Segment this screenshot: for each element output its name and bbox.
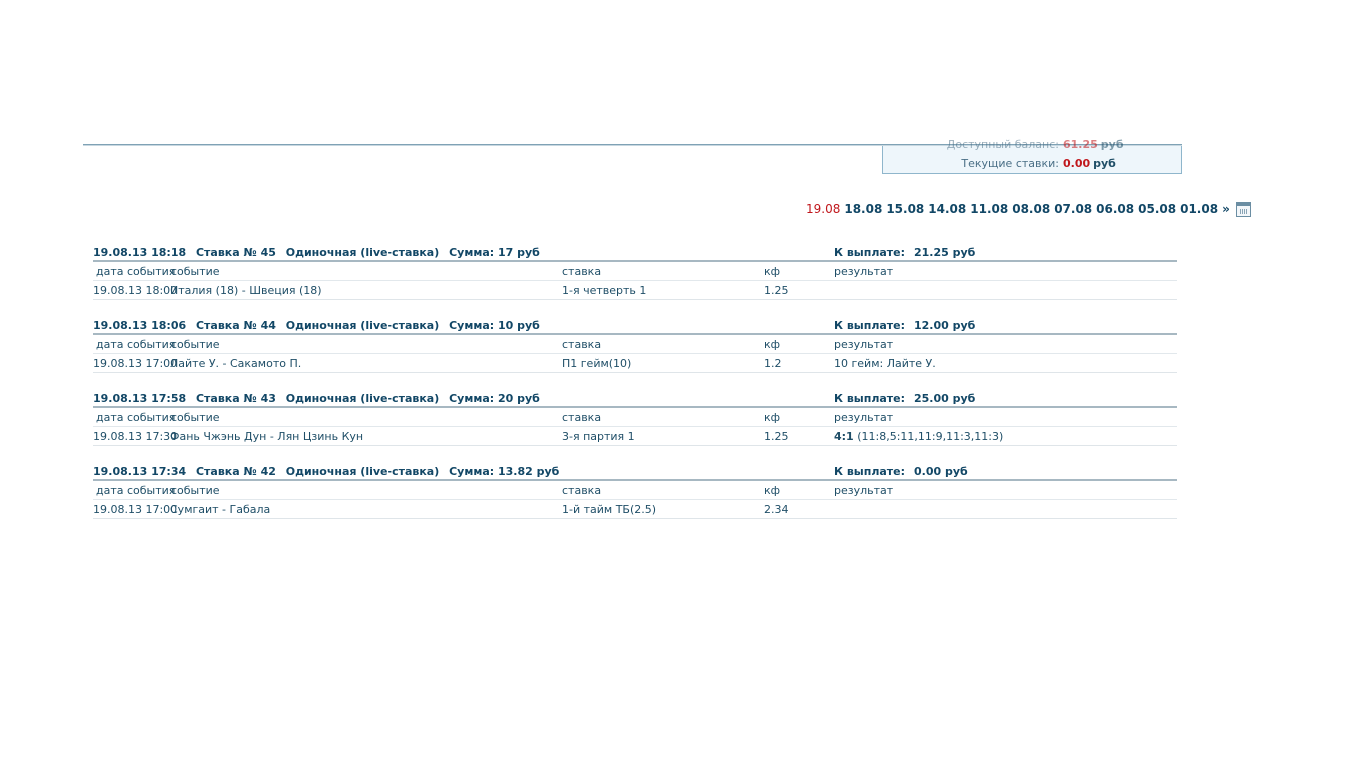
current-bets-currency: руб xyxy=(1093,157,1116,170)
column-headers xyxy=(93,408,1177,427)
date-link-18-08[interactable]: 18.08 xyxy=(844,202,883,216)
result-score: 4:1 xyxy=(834,430,854,443)
date-link-05-08[interactable]: 05.08 xyxy=(1138,202,1177,216)
coefficient: 2.34 xyxy=(764,503,789,516)
more-dates-link[interactable]: » xyxy=(1222,202,1230,216)
col-result: результат xyxy=(834,484,894,497)
balance-panel xyxy=(882,138,1182,174)
payout-value: 12.00 руб xyxy=(914,319,976,332)
event-date: 19.08.13 17:00 xyxy=(93,357,178,370)
column-headers xyxy=(93,481,1177,500)
bet-number: Ставка № 45 xyxy=(195,246,276,259)
column-headers xyxy=(93,335,1177,354)
bet-header xyxy=(93,463,1177,481)
payout-value: 25.00 руб xyxy=(914,392,976,405)
available-balance-label: Доступный баланс: xyxy=(946,138,1059,151)
col-kf: кф xyxy=(764,484,781,497)
bet-sum: Сумма: 20 руб xyxy=(449,392,540,405)
date-navigation xyxy=(806,201,1251,217)
bet-header xyxy=(93,390,1177,408)
bet-type: Одиночная (live-ставка) xyxy=(285,246,440,259)
bet-card-45 xyxy=(93,244,1177,300)
stake: 1-я четверть 1 xyxy=(562,284,647,297)
payout-value: 0.00 руб xyxy=(914,465,968,478)
col-event-date: дата события xyxy=(96,338,176,351)
table-row xyxy=(93,427,1177,446)
bet-card-42 xyxy=(93,463,1177,519)
current-bets-label: Текущие ставки: xyxy=(961,157,1059,170)
bet-header xyxy=(93,244,1177,262)
col-event: событие xyxy=(171,484,220,497)
payout-label: К выплате: xyxy=(834,392,906,405)
bet-card-43 xyxy=(93,390,1177,446)
table-row xyxy=(93,354,1177,373)
available-balance-currency: руб xyxy=(1100,138,1124,151)
coefficient: 1.25 xyxy=(764,430,789,443)
col-stake: ставка xyxy=(562,338,602,351)
stake: 3-я партия 1 xyxy=(562,430,635,443)
stake: 1-й тайм ТБ(2.5) xyxy=(562,503,657,516)
table-row xyxy=(93,281,1177,300)
date-link-08-08[interactable]: 08.08 xyxy=(1012,202,1051,216)
col-kf: кф xyxy=(764,338,781,351)
event-name: Лайте У. - Сакамото П. xyxy=(170,357,302,370)
payout-label: К выплате: xyxy=(834,465,906,478)
col-event-date: дата события xyxy=(96,265,176,278)
bet-sum: Сумма: 17 руб xyxy=(449,246,540,259)
event-date: 19.08.13 17:00 xyxy=(93,503,178,516)
date-link-19-08[interactable]: 19.08 xyxy=(806,202,841,216)
result xyxy=(834,430,1003,443)
stake: П1 гейм(10) xyxy=(562,357,632,370)
col-result: результат xyxy=(834,411,894,424)
bet-sum: Сумма: 13.82 руб xyxy=(449,465,560,478)
bet-datetime: 19.08.13 17:34 xyxy=(93,465,187,478)
col-result: результат xyxy=(834,265,894,278)
column-headers xyxy=(93,262,1177,281)
date-link-07-08[interactable]: 07.08 xyxy=(1054,202,1093,216)
bet-datetime: 19.08.13 18:06 xyxy=(93,319,187,332)
date-link-15-08[interactable]: 15.08 xyxy=(886,202,925,216)
bet-number: Ставка № 43 xyxy=(195,392,276,405)
date-link-14-08[interactable]: 14.08 xyxy=(928,202,967,216)
result xyxy=(834,357,936,370)
col-stake: ставка xyxy=(562,484,602,497)
current-bets-value: 0.00 xyxy=(1063,157,1091,170)
event-date: 19.08.13 18:00 xyxy=(93,284,178,297)
col-kf: кф xyxy=(764,411,781,424)
col-kf: кф xyxy=(764,265,781,278)
bet-number: Ставка № 42 xyxy=(195,465,276,478)
result-detail: 10 гейм: Лайте У. xyxy=(834,357,936,370)
date-link-06-08[interactable]: 06.08 xyxy=(1096,202,1135,216)
col-event-date: дата события xyxy=(96,411,176,424)
col-stake: ставка xyxy=(562,411,602,424)
event-name: Сумгаит - Габала xyxy=(170,503,271,516)
col-stake: ставка xyxy=(562,265,602,278)
bet-type: Одиночная (live-ставка) xyxy=(285,392,440,405)
payout-label: К выплате: xyxy=(834,246,906,259)
bet-number: Ставка № 44 xyxy=(195,319,276,332)
col-event: событие xyxy=(171,411,220,424)
bet-card-44 xyxy=(93,317,1177,373)
bet-type: Одиночная (live-ставка) xyxy=(285,465,440,478)
col-event-date: дата события xyxy=(96,484,176,497)
current-bets-row xyxy=(883,157,1183,171)
table-row xyxy=(93,500,1177,519)
event-name: Фань Чжэнь Дун - Лян Цзинь Кун xyxy=(170,430,364,443)
bet-type: Одиночная (live-ставка) xyxy=(285,319,440,332)
bet-datetime: 19.08.13 18:18 xyxy=(93,246,187,259)
coefficient: 1.25 xyxy=(764,284,789,297)
date-link-11-08[interactable]: 11.08 xyxy=(970,202,1009,216)
date-link-01-08[interactable]: 01.08 xyxy=(1180,202,1219,216)
payout-value: 21.25 руб xyxy=(914,246,976,259)
col-result: результат xyxy=(834,338,894,351)
payout-label: К выплате: xyxy=(834,319,906,332)
result-detail: (11:8,5:11,11:9,11:3,11:3) xyxy=(857,430,1004,443)
coefficient: 1.2 xyxy=(764,357,782,370)
col-event: событие xyxy=(171,265,220,278)
col-event: событие xyxy=(171,338,220,351)
bet-datetime: 19.08.13 17:58 xyxy=(93,392,187,405)
event-date: 19.08.13 17:30 xyxy=(93,430,178,443)
event-name: Италия (18) - Швеция (18) xyxy=(170,284,322,297)
calendar-icon[interactable] xyxy=(1236,202,1251,217)
bet-sum: Сумма: 10 руб xyxy=(449,319,540,332)
available-balance-row xyxy=(883,138,1183,152)
available-balance-value: 61.25 xyxy=(1063,138,1098,151)
bet-header xyxy=(93,317,1177,335)
